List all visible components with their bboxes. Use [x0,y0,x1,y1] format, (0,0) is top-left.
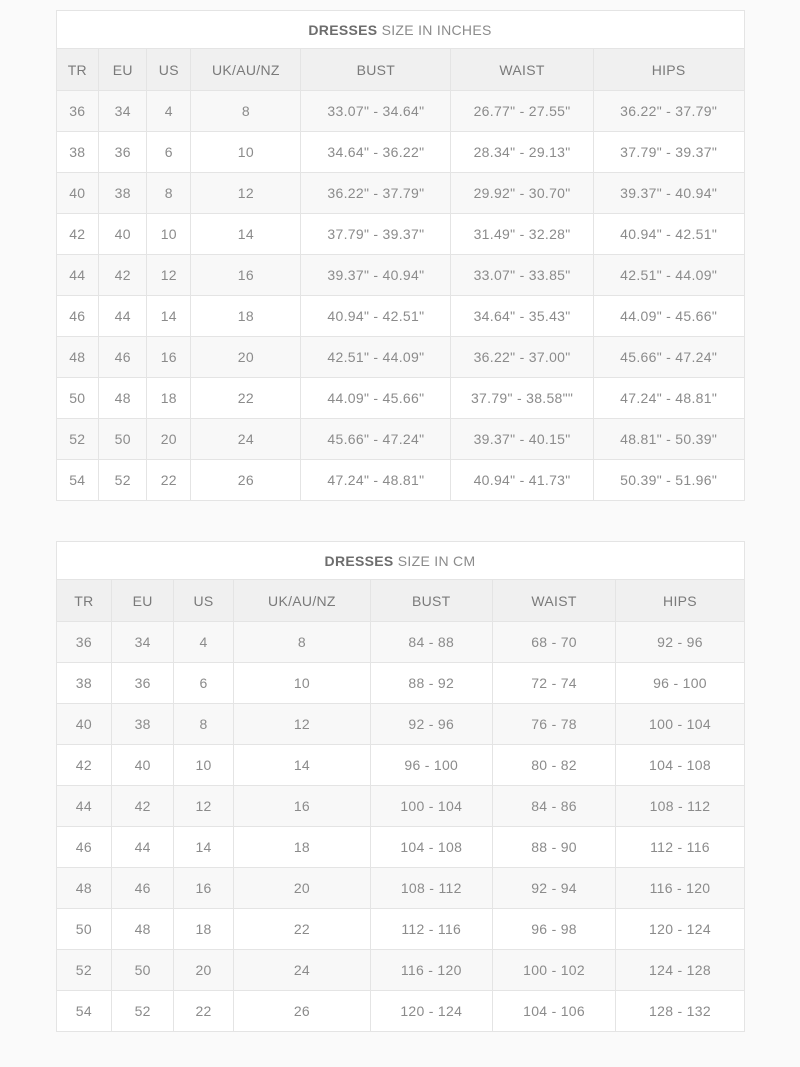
table-cell: 100 - 104 [370,786,492,827]
table-cell: 12 [147,255,191,296]
table-cell: 50 [56,909,112,950]
table-cell: 18 [174,909,234,950]
table-cell: 45.66" - 47.24" [301,419,451,460]
table-cell: 48 [56,337,99,378]
table-cell: 96 - 98 [492,909,616,950]
table-cell: 12 [191,173,301,214]
table-cell: 45.66" - 47.24" [593,337,744,378]
table-cell: 6 [147,132,191,173]
table-row [56,460,744,501]
table-cell: 34.64" - 36.22" [301,132,451,173]
table-cell: 46 [56,827,112,868]
column-header: BUST [301,49,451,91]
table-cell: 8 [147,173,191,214]
column-header: UK/AU/NZ [233,580,370,622]
table-row [56,296,744,337]
table-cell: 72 - 74 [492,663,616,704]
table-cell: 18 [191,296,301,337]
table-cell: 108 - 112 [616,786,744,827]
column-header: WAIST [492,580,616,622]
table-cell: 48 [99,378,147,419]
table-cell: 4 [174,622,234,663]
table-row [56,214,744,255]
table-cell: 46 [112,868,174,909]
table-cell: 50 [56,378,99,419]
table-cell: 80 - 82 [492,745,616,786]
table-cell: 84 - 88 [370,622,492,663]
table-body [56,91,744,501]
table-cell: 14 [233,745,370,786]
table-cell: 26 [233,991,370,1032]
table-cell: 18 [233,827,370,868]
table-cell: 36 [56,91,99,132]
table-cell: 37.79" - 39.37" [301,214,451,255]
table-cell: 20 [174,950,234,991]
table-cell: 108 - 112 [370,868,492,909]
table-cell: 10 [174,745,234,786]
column-header-row [56,580,744,622]
table-cell: 50 [99,419,147,460]
table-cell: 47.24" - 48.81" [593,378,744,419]
table-cell: 52 [56,419,99,460]
table-cell: 34.64" - 35.43" [451,296,593,337]
table-cell: 22 [233,909,370,950]
table-row [56,622,744,663]
table-cell: 31.49" - 32.28" [451,214,593,255]
table-cell: 42 [112,786,174,827]
column-header: US [174,580,234,622]
table-cell: 44.09" - 45.66" [301,378,451,419]
table-cell: 40.94" - 41.73" [451,460,593,501]
table-title [56,11,744,49]
table-cell: 88 - 92 [370,663,492,704]
table-cell: 42 [56,745,112,786]
table-cell: 14 [147,296,191,337]
table-row [56,132,744,173]
table-cell: 28.34" - 29.13" [451,132,593,173]
table-row [56,909,744,950]
table-row [56,827,744,868]
table-cell: 20 [233,868,370,909]
table-cell: 36 [112,663,174,704]
table-cell: 124 - 128 [616,950,744,991]
table-cell: 68 - 70 [492,622,616,663]
table-cell: 36.22" - 37.79" [593,91,744,132]
table-cell: 52 [56,950,112,991]
column-header: TR [56,49,99,91]
table-cell: 54 [56,991,112,1032]
table-cell: 42 [56,214,99,255]
table-cell: 48 [112,909,174,950]
table-cell: 38 [99,173,147,214]
table-cell: 40.94" - 42.51" [301,296,451,337]
table-cell: 39.37" - 40.15" [451,419,593,460]
table-cell: 48 [56,868,112,909]
table-cell: 29.92" - 30.70" [451,173,593,214]
table-cell: 24 [233,950,370,991]
table-cell: 20 [147,419,191,460]
table-row [56,991,744,1032]
table-row [56,663,744,704]
table-row [56,704,744,745]
table-title-suffix: SIZE IN INCHES [381,21,492,38]
column-header: HIPS [616,580,744,622]
table-cell: 10 [233,663,370,704]
table-cell: 116 - 120 [370,950,492,991]
table-cell: 100 - 102 [492,950,616,991]
table-cell: 38 [112,704,174,745]
column-header: WAIST [451,49,593,91]
table-cell: 48.81" - 50.39" [593,419,744,460]
table-cell: 92 - 94 [492,868,616,909]
table-cell: 36.22" - 37.79" [301,173,451,214]
table-cell: 44.09" - 45.66" [593,296,744,337]
table-body [56,622,744,1032]
table-cell: 52 [99,460,147,501]
table-cell: 26.77" - 27.55" [451,91,593,132]
table-cell: 37.79" - 39.37" [593,132,744,173]
table-cell: 8 [233,622,370,663]
table-row [56,378,744,419]
table-cell: 39.37" - 40.94" [301,255,451,296]
table-row [56,745,744,786]
column-header-row [56,49,744,91]
column-header: US [147,49,191,91]
table-row [56,419,744,460]
table-cell: 44 [99,296,147,337]
table-cell: 34 [99,91,147,132]
table-title-product: DRESSES [308,21,378,38]
table-cell: 33.07" - 33.85" [451,255,593,296]
table-cell: 84 - 86 [492,786,616,827]
table-cell: 47.24" - 48.81" [301,460,451,501]
table-title [56,542,744,580]
table-row [56,337,744,378]
table-cell: 22 [191,378,301,419]
table-cell: 20 [191,337,301,378]
table-cell: 42.51" - 44.09" [593,255,744,296]
table-cell: 44 [56,786,112,827]
column-header: HIPS [593,49,744,91]
table-cell: 36.22" - 37.00" [451,337,593,378]
table-cell: 14 [174,827,234,868]
table-cell: 4 [147,91,191,132]
table-cell: 16 [174,868,234,909]
table-title-row [56,542,744,580]
table-cell: 112 - 116 [616,827,744,868]
table-cell: 38 [56,663,112,704]
table-cell: 44 [56,255,99,296]
table-cell: 92 - 96 [370,704,492,745]
table-cell: 22 [174,991,234,1032]
table-cell: 6 [174,663,234,704]
table-cell: 36 [99,132,147,173]
table-cell: 112 - 116 [370,909,492,950]
table-row [56,173,744,214]
table-cell: 96 - 100 [370,745,492,786]
table-cell: 40 [112,745,174,786]
table-cell: 38 [56,132,99,173]
table-cell: 39.37" - 40.94" [593,173,744,214]
table-title-row [56,11,744,49]
table-cell: 18 [147,378,191,419]
table-cell: 52 [112,991,174,1032]
table-cell: 40 [56,704,112,745]
column-header: EU [112,580,174,622]
table-cell: 37.79" - 38.58"" [451,378,593,419]
table-cell: 92 - 96 [616,622,744,663]
table-cell: 26 [191,460,301,501]
column-header: UK/AU/NZ [191,49,301,91]
table-cell: 44 [112,827,174,868]
table-title-product: DRESSES [324,552,394,569]
table-cell: 40.94" - 42.51" [593,214,744,255]
table-cell: 36 [56,622,112,663]
table-cell: 10 [191,132,301,173]
column-header: TR [56,580,112,622]
table-cell: 16 [191,255,301,296]
table-cell: 42 [99,255,147,296]
table-cell: 33.07" - 34.64" [301,91,451,132]
table-row [56,91,744,132]
table-cell: 104 - 106 [492,991,616,1032]
column-header: BUST [370,580,492,622]
table-cell: 104 - 108 [616,745,744,786]
table-cell: 88 - 90 [492,827,616,868]
table-cell: 34 [112,622,174,663]
table-cell: 12 [233,704,370,745]
table-row [56,255,744,296]
table-cell: 40 [99,214,147,255]
table-cell: 50 [112,950,174,991]
table-cell: 104 - 108 [370,827,492,868]
table-cell: 54 [56,460,99,501]
table-cell: 14 [191,214,301,255]
table-cell: 8 [174,704,234,745]
table-cell: 16 [233,786,370,827]
table-cell: 120 - 124 [370,991,492,1032]
table-row [56,950,744,991]
table-cell: 96 - 100 [616,663,744,704]
table-cell: 40 [56,173,99,214]
table-cell: 120 - 124 [616,909,744,950]
table-cell: 42.51" - 44.09" [301,337,451,378]
table-cell: 100 - 104 [616,704,744,745]
size-table-cm [56,541,745,1032]
table-cell: 8 [191,91,301,132]
table-cell: 46 [56,296,99,337]
table-cell: 116 - 120 [616,868,744,909]
table-cell: 46 [99,337,147,378]
table-row [56,786,744,827]
table-cell: 76 - 78 [492,704,616,745]
table-cell: 22 [147,460,191,501]
table-row [56,868,744,909]
column-header: EU [99,49,147,91]
table-cell: 128 - 132 [616,991,744,1032]
table-cell: 50.39" - 51.96" [593,460,744,501]
table-cell: 16 [147,337,191,378]
size-table-inches [56,10,745,501]
table-title-suffix: SIZE IN CM [397,552,476,569]
table-cell: 12 [174,786,234,827]
table-cell: 24 [191,419,301,460]
table-cell: 10 [147,214,191,255]
